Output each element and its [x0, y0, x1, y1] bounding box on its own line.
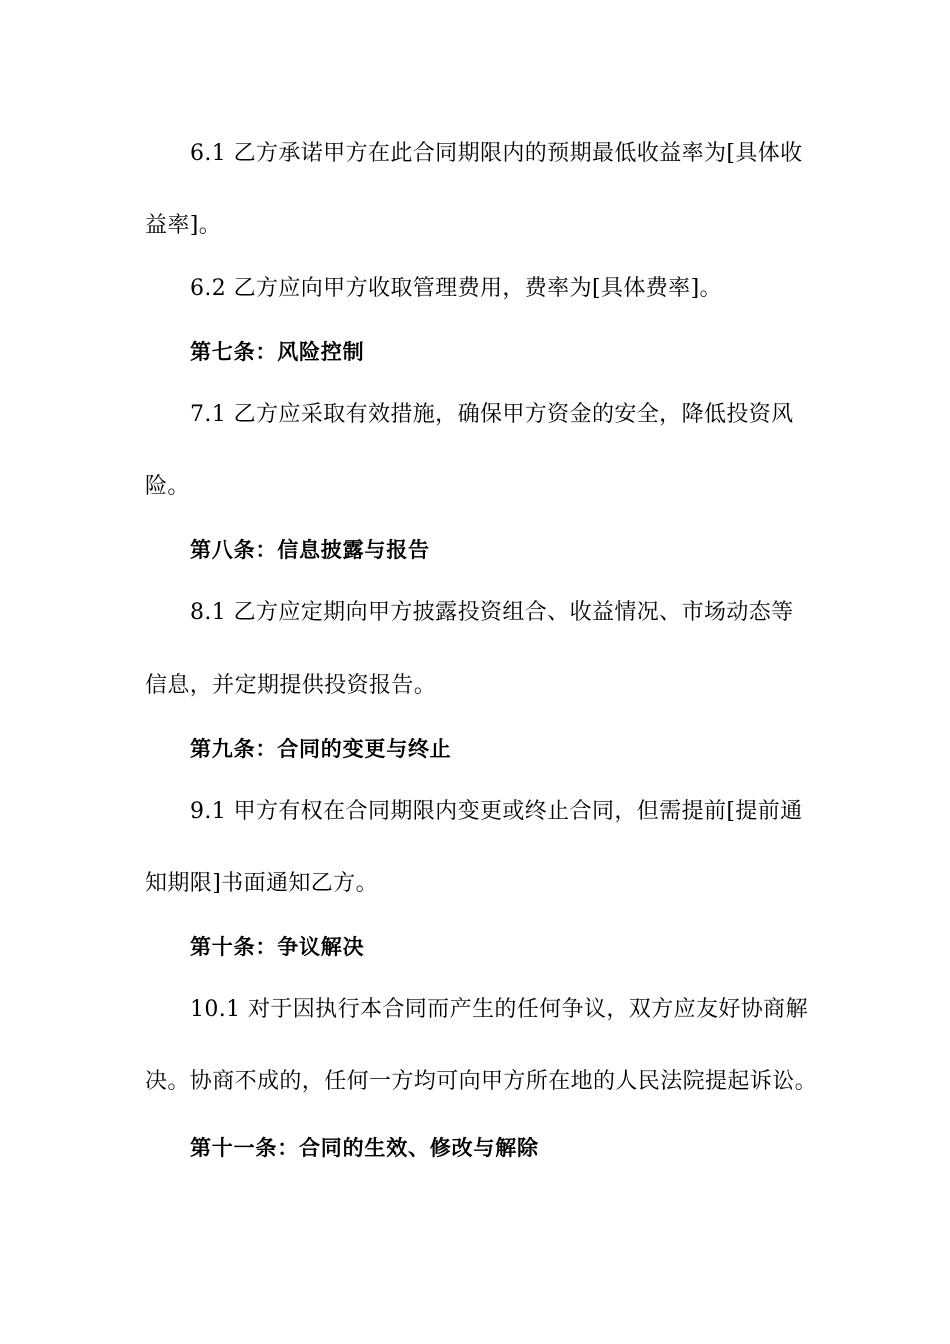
clause-9-1-line-1: 9.1 甲方有权在合同期限内变更或终止合同，但需提前[提前通	[190, 799, 803, 824]
heading-article-7: 第七条：风险控制	[190, 340, 365, 364]
clause-8-1-line-2: 信息，并定期提供投资报告。	[145, 673, 437, 698]
clause-7-1-line-1: 7.1 乙方应采取有效措施，确保甲方资金的安全，降低投资风	[190, 402, 794, 427]
clause-8-1-line-1: 8.1 乙方应定期向甲方披露投资组合、收益情况、市场动态等	[190, 600, 794, 625]
clause-6-1-line-1: 6.1 乙方承诺甲方在此合同期限内的预期最低收益率为[具体收	[190, 141, 803, 166]
heading-article-10: 第十条：争议解决	[190, 935, 365, 959]
clause-10-1-line-2: 决。协商不成的，任何一方均可向甲方所在地的人民法院提起诉讼。	[145, 1069, 818, 1094]
heading-article-8: 第八条：信息披露与报告	[190, 538, 430, 562]
clause-9-1-line-2: 知期限]书面通知乙方。	[145, 871, 378, 896]
clause-7-1-line-2: 险。	[145, 474, 190, 499]
clause-10-1-line-1: 10.1 对于因执行本合同而产生的任何争议，双方应友好协商解	[190, 997, 808, 1022]
heading-article-9: 第九条：合同的变更与终止	[190, 737, 452, 761]
heading-article-11: 第十一条：合同的生效、修改与解除	[190, 1136, 539, 1160]
clause-6-2: 6.2 乙方应向甲方收取管理费用，费率为[具体费率]。	[190, 276, 722, 301]
clause-6-1-line-2: 益率]。	[145, 213, 222, 238]
